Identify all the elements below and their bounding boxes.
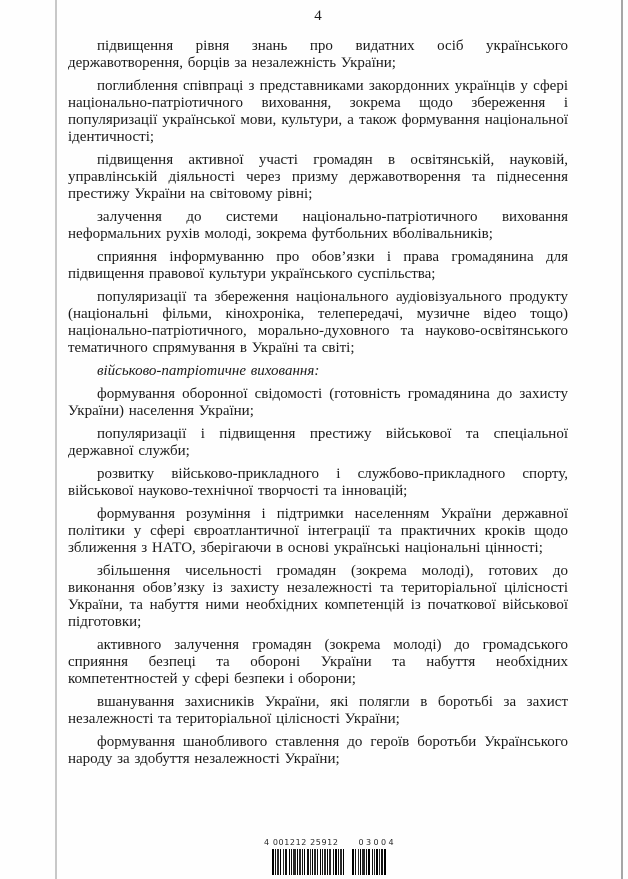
paragraph: збільшення чисельності громадян (зокрема молоді), готових до виконання обов’язку із захисту незалежності та територіальної цілісності України, та набуття ними необхідних компетенцій із початкової військової підготовки; <box>68 563 568 630</box>
scan-edge-right <box>621 0 623 879</box>
barcode-bars-group-1 <box>272 849 346 875</box>
paragraph: популяризації та збереження національного аудіовізуального продукту (національні фільми, кінохроніка, телепередачі, музичне відео тощо) національно-патріотичного, морально-духовного та науково-освітянського тематичного спрямування в Україні та світі; <box>68 289 568 356</box>
paragraph: залучення до системи національно-патріотичного виховання неформальних рухів молоді, зокрема футбольних вболівальників; <box>68 209 568 242</box>
document-body <box>68 38 568 768</box>
paragraph: формування оборонної свідомості (готовність громадянина до захисту України) населення України; <box>68 386 568 419</box>
paragraph: підвищення рівня знань про видатних осіб українського державотворення, борців за незалежність України; <box>68 38 568 71</box>
barcode-label-row <box>264 838 398 848</box>
barcode-bar <box>384 849 386 875</box>
paragraph: активного залучення громадян (зокрема молоді) до громадського сприяння безпеці та обороні України та набуття необхідних компетентностей у сфері безпеки і оборони; <box>68 637 568 687</box>
paragraph: популяризації і підвищення престижу військової та спеціальної державної служби; <box>68 426 568 459</box>
document-content <box>68 8 568 768</box>
page-number: 4 <box>314 8 322 24</box>
paragraph: розвитку військово-прикладного і службово-прикладного спорту, військової науково-технічної творчості та інновацій; <box>68 466 568 499</box>
barcode-label-right: 03004 <box>358 838 396 847</box>
paragraph: вшанування захисників України, які полягли в боротьбі за захист незалежності та територіальної цілісності України; <box>68 694 568 727</box>
paragraph: формування шанобливого ставлення до героїв боротьби Українського народу за здобуття незалежності України; <box>68 734 568 767</box>
scan-edge-left <box>55 0 57 879</box>
barcode-bars <box>264 849 398 875</box>
barcode <box>264 838 398 875</box>
barcode-label-left: 4 001212 25912 <box>264 838 339 847</box>
paragraph: сприяння інформуванню про обов’язки і права громадянина для підвищення правової культури українського суспільства; <box>68 249 568 282</box>
section-heading: військово-патріотичне виховання: <box>97 363 320 379</box>
paragraph: підвищення активної участі громадян в освітянській, науковій, управлінській діяльності через призму державотворення та піднесення престижу України на світовому рівні; <box>68 152 568 202</box>
paragraph: поглиблення співпраці з представниками закордонних українців у сфері національно-патріотичного виховання, зокрема щодо збереження і популяризації української мови, культури, а також формування національної ідентичності; <box>68 78 568 145</box>
paragraph: формування розуміння і підтримки населенням України державної політики у сфері євроатлантичної інтеграції та практичних кроків щодо зближення з НАТО, зберігаючи в основі українські національні цінності; <box>68 506 568 556</box>
barcode-bars-group-2 <box>352 849 387 875</box>
